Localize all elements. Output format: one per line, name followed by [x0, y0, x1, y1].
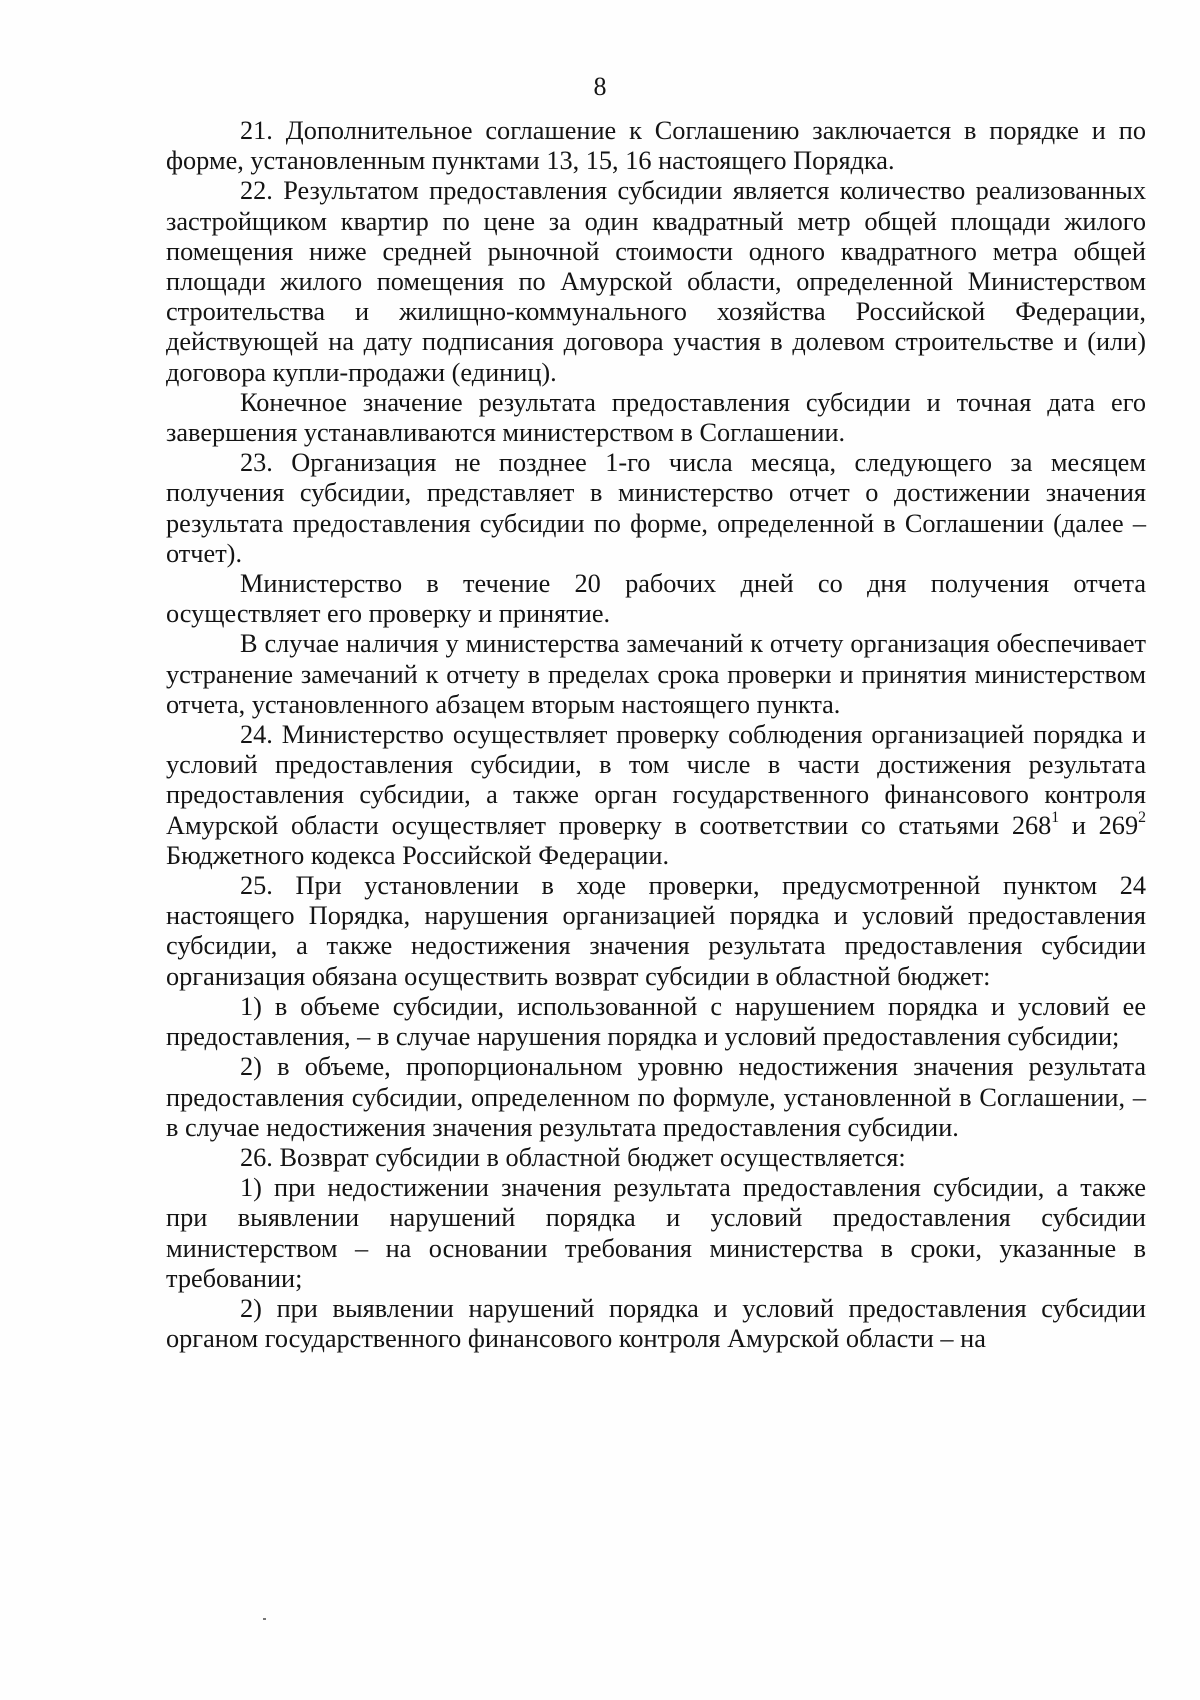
paragraph-24-tail: Бюджетного кодекса Российской Федерации. — [166, 840, 670, 870]
paragraph-24-mid: и 269 — [1059, 810, 1139, 840]
paragraph-26: 26. Возврат субсидии в областной бюджет осуществляется: — [240, 1142, 906, 1172]
paragraph-25-item-2: 2) в объеме, пропорциональном уровню недостижения значения результата предоставления субсидии, определенном по формуле, установленной в Соглашении, – в случае недостижения значения результата предоставления субсидии. — [166, 1052, 1146, 1142]
page-number: 8 — [593, 72, 607, 101]
paragraph-22: 22. Результатом предоставления субсидии является количество реализованных застройщиком квартир по цене за один квадратный метр общей площади жилого помещения ниже средней рыночной стоимости одного квадратного метра общей площади жилого помещения по Амурской области, определенной Министерством строительства и жилищно-коммунального хозяйства Российской Федерации, действующей на дату подписания договора участия в долевом строительстве и (или) договора купли-продажи (единиц). — [166, 176, 1146, 387]
paragraph-26-item-2: 2) при выявлении нарушений порядка и условий предоставления субсидии органом государственного финансового контроля Амурской области – на — [166, 1293, 1146, 1354]
paragraph-26-item-1: 1) при недостижении значения результата предоставления субсидии, а также при выявлении нарушений порядка и условий предоставления субсидии министерством – на основании требования министерства в сроки, указанные в требовании; — [166, 1173, 1146, 1293]
paragraph-21: 21. Дополнительное соглашение к Соглашению заключается в порядке и по форме, установленным пунктами 13, 15, 16 настоящего Порядка. — [166, 116, 1146, 176]
document-body — [166, 116, 1146, 1354]
paragraph-22-final-value: Конечное значение результата предоставления субсидии и точная дата его завершения устанавливаются министерством в Соглашении. — [166, 387, 1146, 448]
paragraph-24 — [166, 720, 1146, 871]
paragraph-23: 23. Организация не позднее 1-го числа месяца, следующего за месяцем получения субсидии, представляет в министерство отчет о достижении значения результата предоставления субсидии по форме, определенной в Соглашении (далее – отчет). — [166, 448, 1146, 568]
scan-speck — [263, 1618, 266, 1620]
paragraph-25-item-1: 1) в объеме субсидии, использованной с нарушением порядка и условий ее предоставления, – в случае нарушения порядка и условий предоставления субсидии; — [166, 991, 1146, 1052]
paragraph-25: 25. При установлении в ходе проверки, предусмотренной пунктом 24 настоящего Порядка, нарушения организацией порядка и условий предоставления субсидии, а также недостижения значения результата предоставления субсидии организация обязана осуществить возврат субсидии в областной бюджет: — [166, 871, 1146, 991]
superscript-1: 1 — [1051, 808, 1060, 826]
paragraph-24-text: 24. Министерство осуществляет проверку соблюдения организацией порядка и условий предоставления субсидии, в том числе в части достижения результата предоставления субсидии, а также орган государственного финансового контроля Амурской области осуществляет проверку в соответствии со статьями 268 — [166, 720, 1146, 840]
paragraph-23-remarks: В случае наличия у министерства замечаний к отчету организация обеспечивает устранение замечаний к отчету в пределах срока проверки и принятия министерством отчета, установленного абзацем вторым настоящего пункта. — [166, 629, 1146, 719]
paragraph-23-review: Министерство в течение 20 рабочих дней со дня получения отчета осуществляет его проверку и принятие. — [166, 569, 1146, 629]
superscript-2: 2 — [1138, 808, 1146, 826]
